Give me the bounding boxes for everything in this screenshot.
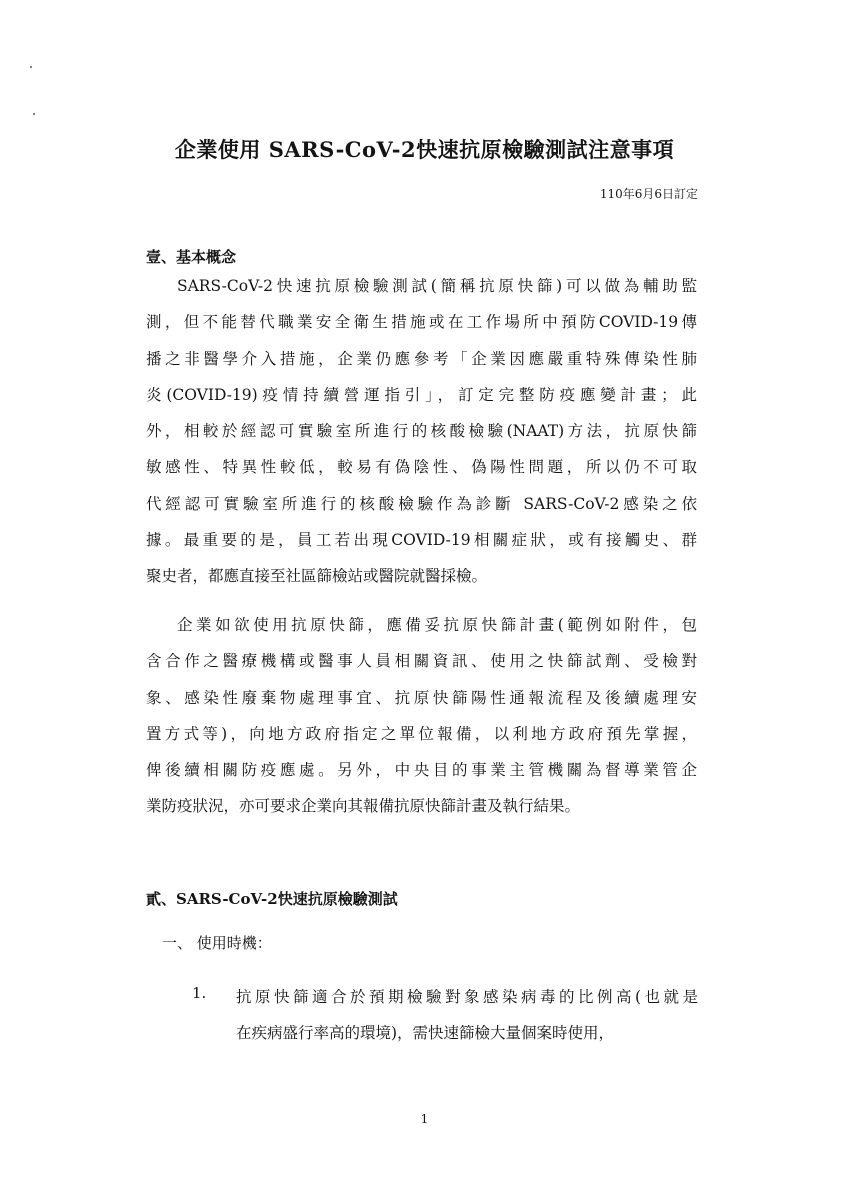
text-line: 置方式等)，向地方政府指定之單位報備，以利地方政府預先掌握， [146,724,697,743]
text-line: 業防疫狀況，亦可要求企業向其報備抗原快篩計畫及執行結果。 [146,797,581,816]
section-1-paragraph-2 [146,607,697,825]
text-line: 象、感染性廢棄物處理事宜、抗原快篩陽性通報流程及後續處理安 [146,688,697,707]
text-line: 外，相較於經認可實驗室所進行的核酸檢驗(NAAT)方法，抗原快篩 [146,422,697,441]
document-title: 企業使用 SARS-CoV-2快速抗原檢驗測試注意事項 [174,137,675,162]
scan-speck [33,113,35,115]
text-line: 企業如欲使用抗原快篩，應備妥抗原快篩計畫(範例如附件，包 [177,616,697,634]
text-line: 代經認可實驗室所進行的核酸檢驗作為診斷 SARS-CoV-2感染之依 [146,494,697,513]
subsection-heading: 一、 使用時機： [162,934,272,952]
text-line: 測，但不能替代職業安全衛生措施或在工作場所中預防COVID-19傳 [146,313,697,332]
text-line: 播之非醫學介入措施，企業仍應參考「企業因應嚴重特殊傳染性肺 [146,349,697,368]
text-line: 含合作之醫療機構或醫事人員相關資訊、使用之快篩試劑、受檢對 [146,652,697,671]
text-line: 炎(COVID-19)疫情持續營運指引」，訂定完整防疫應變計畫；此 [146,385,697,404]
text-line: 俾後續相關防疫應處。另外，中央目的事業主管機關為督導業管企 [146,761,697,780]
text-line: SARS-CoV-2快速抗原檢驗測試(簡稱抗原快篩)可以做為輔助監 [177,277,697,295]
list-item-number: 1. [192,984,207,1002]
text-line: 在疾病盛行率高的環境)，需快速篩檢大量個案時使用， [236,1024,615,1043]
text-line: 抗原快篩適合於預期檢驗對象感染病毒的比例高(也就是 [236,988,698,1006]
enactment-date: 110年6月6日訂定 [599,187,698,201]
text-line: 據。最重要的是，員工若出現COVID-19相關症狀，或有接觸史、群 [146,531,697,550]
section-2-heading: 貳、SARS-CoV-2快速抗原檢驗測試 [146,890,398,908]
scan-speck [30,66,32,68]
list-item [236,979,698,1052]
section-1-heading: 壹、基本概念 [146,248,237,266]
page-number: 1 [420,1112,429,1126]
text-line: 聚史者，都應直接至社區篩檢站或醫院就醫採檢。 [146,567,488,586]
section-1-paragraph-1 [146,268,697,595]
text-line: 敏感性、特異性較低，較易有偽陰性、偽陽性問題，所以仍不可取 [146,458,697,477]
